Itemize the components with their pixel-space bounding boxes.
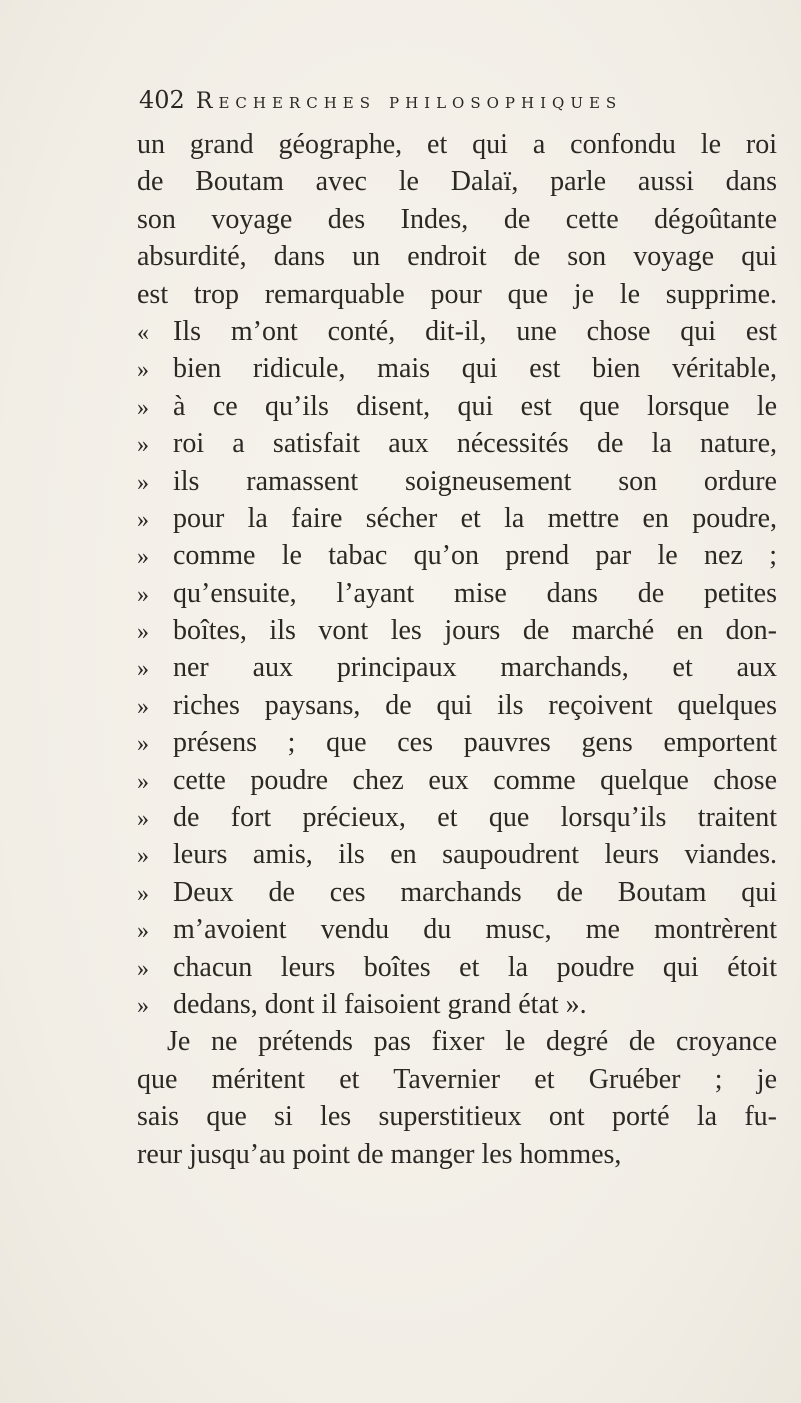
text-line: [137, 1061, 777, 1098]
page-number: 402: [139, 86, 185, 114]
line-text: roi a satisfait aux nécessités de la nature,: [173, 428, 777, 460]
text-line: [137, 163, 777, 200]
quotation-mark: »: [137, 768, 149, 795]
quotation-mark: »: [137, 357, 149, 384]
quotation-mark: »: [137, 880, 149, 907]
line-text: est trop remarquable pour que je le supprime.: [137, 278, 777, 310]
quotation-mark: »: [137, 469, 149, 496]
text-line: [137, 762, 777, 799]
text-line: [137, 874, 777, 911]
text-line: [137, 949, 777, 986]
line-text: m’avoient vendu du musc, me montrèrent: [173, 914, 777, 946]
text-line: [137, 201, 777, 238]
text-line: [137, 313, 777, 350]
text-line: [137, 649, 777, 686]
line-text: pour la faire sécher et la mettre en poudre,: [173, 502, 777, 534]
running-head: Recherches philosophiques: [195, 89, 623, 114]
line-text: son voyage des Indes, de cette dégoûtante: [137, 203, 777, 235]
text-line: [137, 537, 777, 574]
line-text: ner aux principaux marchands, et aux: [173, 652, 777, 684]
quotation-mark: »: [137, 432, 149, 459]
quotation-mark: »: [137, 619, 149, 646]
quotation-mark: »: [137, 394, 149, 421]
line-text: de fort précieux, et que lorsqu’ils traitent: [173, 802, 777, 834]
text-line: [137, 986, 777, 1023]
line-text: chacun leurs boîtes et la poudre qui étoit: [173, 951, 777, 983]
line-text: Je ne prétends pas fixer le degré de croyance: [167, 1026, 777, 1058]
text-line: [137, 1136, 777, 1173]
line-text: leurs amis, ils en saupoudrent leurs viandes.: [173, 839, 777, 871]
text-line: [137, 911, 777, 948]
line-text: comme le tabac qu’on prend par le nez ;: [173, 540, 777, 572]
line-text: de Boutam avec le Dalaï, parle aussi dans: [137, 166, 777, 198]
line-text: riches paysans, de qui ils reçoivent quelques: [173, 689, 777, 721]
line-text: sais que si les superstitieux ont porté la fu-: [137, 1101, 777, 1133]
quotation-mark: »: [137, 581, 149, 608]
text-line: [137, 238, 777, 275]
text-line: [137, 425, 777, 462]
text-line: [137, 500, 777, 537]
text-line: [137, 724, 777, 761]
quotation-mark: »: [137, 918, 149, 945]
text-line: [137, 1098, 777, 1135]
line-text: un grand géographe, et qui a confondu le roi: [137, 129, 777, 160]
line-text: à ce qu’ils disent, qui est que lorsque le: [173, 390, 777, 422]
quotation-mark: »: [137, 506, 149, 533]
line-text: cette poudre chez eux comme quelque chose: [173, 764, 777, 796]
quotation-mark: »: [137, 955, 149, 982]
quotation-mark: »: [137, 731, 149, 758]
text-line: [137, 463, 777, 500]
quotation-mark: »: [137, 656, 149, 683]
text-line: [137, 575, 777, 612]
body-text: [137, 126, 777, 1173]
line-text: reur jusqu’au point de manger les hommes,: [137, 1138, 622, 1170]
line-text: ils ramassent soigneusement son ordure: [173, 465, 777, 497]
text-line: [137, 836, 777, 873]
line-text: que méritent et Tavernier et Gruéber ; je: [137, 1063, 777, 1095]
quotation-mark: »: [137, 806, 149, 833]
text-line: [137, 350, 777, 387]
line-text: présens ; que ces pauvres gens emportent: [173, 727, 777, 759]
line-text: bien ridicule, mais qui est bien véritable,: [173, 353, 777, 385]
line-text: qu’ensuite, l’ayant mise dans de petites: [173, 577, 777, 609]
quotation-mark: »: [137, 693, 149, 720]
page-header: [139, 88, 779, 113]
text-line: [137, 799, 777, 836]
line-text: dedans, dont il faisoient grand état ».: [173, 988, 587, 1020]
text-line: [137, 276, 777, 313]
quotation-mark: »: [137, 992, 149, 1019]
quotation-mark: »: [137, 544, 149, 571]
line-text: Deux de ces marchands de Boutam qui: [173, 876, 777, 908]
line-text: absurdité, dans un endroit de son voyage qui: [137, 241, 777, 273]
text-line: [137, 612, 777, 649]
text-line: [137, 687, 777, 724]
text-line: [137, 388, 777, 425]
quotation-mark: »: [137, 843, 149, 870]
line-text: Ils m’ont conté, dit-il, une chose qui est: [173, 315, 777, 347]
line-text: boîtes, ils vont les jours de marché en don-: [173, 615, 777, 647]
text-line: [137, 1023, 777, 1060]
text-line: [137, 126, 777, 163]
quotation-mark: «: [137, 319, 149, 346]
